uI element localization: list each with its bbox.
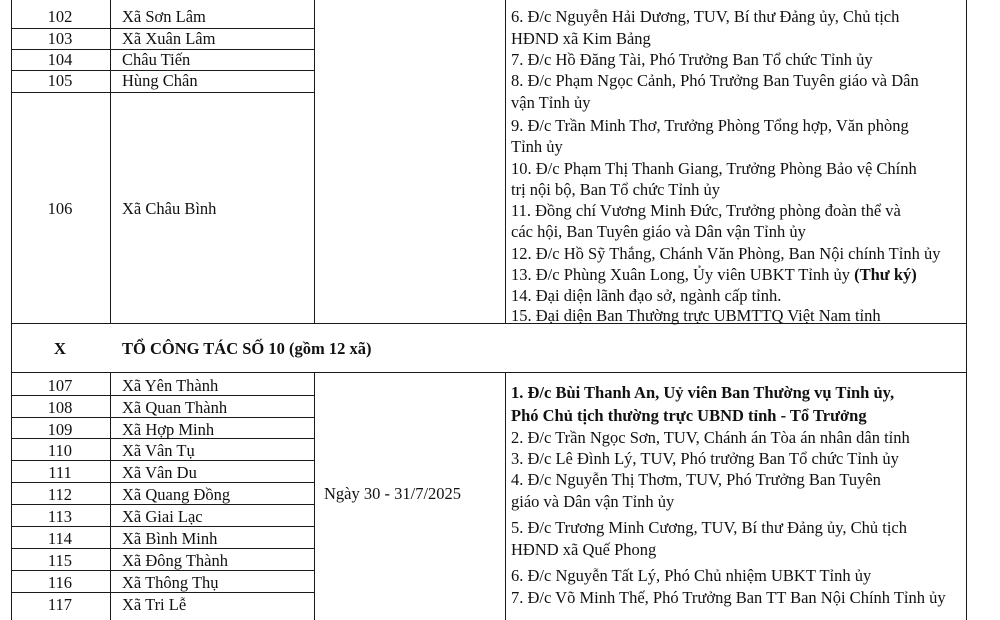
row-number: 110	[47, 441, 73, 460]
table-border	[505, 372, 506, 620]
commune-name: Xã Quan Thành	[122, 398, 228, 417]
commune-name: Xã Bình Minh	[122, 529, 218, 548]
member-line: 7. Đ/c Hồ Đăng Tài, Phó Trưởng Ban Tổ chức Tỉnh ủy	[511, 50, 873, 69]
row-number: 112	[47, 485, 73, 504]
row-number: 108	[47, 398, 73, 417]
table-border	[11, 0, 12, 620]
commune-name: Xã Châu Bình	[122, 199, 217, 218]
member-line	[511, 264, 917, 285]
member-line: 2. Đ/c Trần Ngọc Sơn, TUV, Chánh án Tòa án nhân dân tỉnh	[511, 428, 910, 447]
commune-name: Xã Xuân Lâm	[122, 29, 216, 48]
table-border	[11, 92, 315, 93]
member-line: 14. Đại diện lãnh đạo sở, ngành cấp tỉnh.	[511, 286, 782, 305]
member-line: 8. Đ/c Phạm Ngọc Cảnh, Phó Trưởng Ban Tuyên giáo và Dân	[511, 71, 919, 90]
member-line: giáo và Dân vận Tỉnh ủy	[511, 492, 675, 511]
member-line: các hội, Ban Tuyên giáo và Dân vận Tỉnh ủy	[511, 222, 806, 241]
secretary-note: (Thư ký)	[854, 265, 917, 284]
commune-name: Châu Tiến	[122, 50, 191, 69]
row-number: 111	[48, 463, 72, 482]
member-line: trị nội bộ, Ban Tổ chức Tỉnh ủy	[511, 180, 721, 199]
commune-name: Xã Sơn Lâm	[122, 7, 206, 26]
member-line: 12. Đ/c Hồ Sỹ Thắng, Chánh Văn Phòng, Ban Nội chính Tỉnh ủy	[511, 244, 941, 263]
row-number: 106	[47, 199, 73, 218]
row-number: 115	[47, 551, 73, 570]
row-number: 104	[47, 50, 73, 69]
row-number: 102	[47, 7, 73, 26]
member-line: 4. Đ/c Nguyễn Thị Thơm, TUV, Phó Trưởng Ban Tuyên	[511, 470, 881, 489]
commune-name: Xã Hợp Minh	[122, 420, 215, 439]
row-number: 113	[47, 507, 73, 526]
commune-name: Xã Vân Du	[122, 463, 197, 482]
row-number: 107	[47, 376, 73, 395]
member-line: 6. Đ/c Nguyễn Hải Dương, TUV, Bí thư Đảng ủy, Chủ tịch	[511, 7, 900, 26]
member-line: 3. Đ/c Lê Đình Lý, TUV, Phó trưởng Ban Tổ chức Tỉnh ủy	[511, 449, 899, 468]
commune-name: Xã Giai Lạc	[122, 507, 203, 526]
table-border	[505, 0, 506, 323]
row-number: 114	[47, 529, 73, 548]
member-line: Tỉnh ủy	[511, 137, 563, 156]
member-line: 5. Đ/c Trương Minh Cương, TUV, Bí thư Đảng ủy, Chủ tịch	[511, 518, 908, 537]
leader-line: 1. Đ/c Bùi Thanh An, Uỷ viên Ban Thường vụ Tỉnh ủy,	[511, 383, 895, 402]
member-line: vận Tỉnh ủy	[511, 93, 591, 112]
member-line: 7. Đ/c Võ Minh Thế, Phó Trưởng Ban TT Ban Nội Chính Tỉnh ủy	[511, 588, 946, 607]
commune-name: Hùng Chân	[122, 71, 198, 90]
row-number: 105	[47, 71, 73, 90]
member-line: 9. Đ/c Trần Minh Thơ, Trưởng Phòng Tổng hợp, Văn phòng	[511, 116, 909, 135]
commune-name: Xã Yên Thành	[122, 376, 219, 395]
member-line: 10. Đ/c Phạm Thị Thanh Giang, Trưởng Phòng Bảo vệ Chính	[511, 159, 917, 178]
commune-name: Xã Quang Đồng	[122, 485, 231, 504]
member-line: HĐND xã Quế Phong	[511, 540, 657, 559]
member-text: 13. Đ/c Phùng Xuân Long, Ủy viên UBKT Tỉnh ủy	[511, 265, 850, 284]
member-line: 11. Đồng chí Vương Minh Đức, Trưởng phòng đoàn thể và	[511, 201, 901, 220]
table-border	[110, 372, 111, 620]
row-number: 103	[47, 29, 73, 48]
table-border	[966, 0, 967, 620]
section-title: TỔ CÔNG TÁC SỐ 10 (gồm 12 xã)	[122, 339, 372, 358]
member-line: HĐND xã Kim Bảng	[511, 29, 651, 48]
commune-name: Xã Đông Thành	[122, 551, 229, 570]
commune-name: Xã Tri Lễ	[122, 595, 187, 614]
table-border	[314, 372, 315, 620]
row-number: 117	[47, 595, 73, 614]
commune-name: Xã Thông Thụ	[122, 573, 219, 592]
row-number: 116	[47, 573, 73, 592]
section-number: X	[54, 339, 66, 358]
leader-line: Phó Chủ tịch thường trực UBND tỉnh - Tổ Trưởng	[511, 406, 867, 425]
member-line: 6. Đ/c Nguyễn Tất Lý, Phó Chủ nhiệm UBKT Tỉnh ủy	[511, 566, 872, 585]
schedule-date: Ngày 30 - 31/7/2025	[324, 484, 462, 503]
commune-name: Xã Vân Tụ	[122, 441, 195, 460]
table-border	[11, 372, 967, 373]
row-number: 109	[47, 420, 73, 439]
member-line: 15. Đại diện Ban Thường trực UBMTTQ Việt Nam tỉnh	[511, 306, 881, 325]
